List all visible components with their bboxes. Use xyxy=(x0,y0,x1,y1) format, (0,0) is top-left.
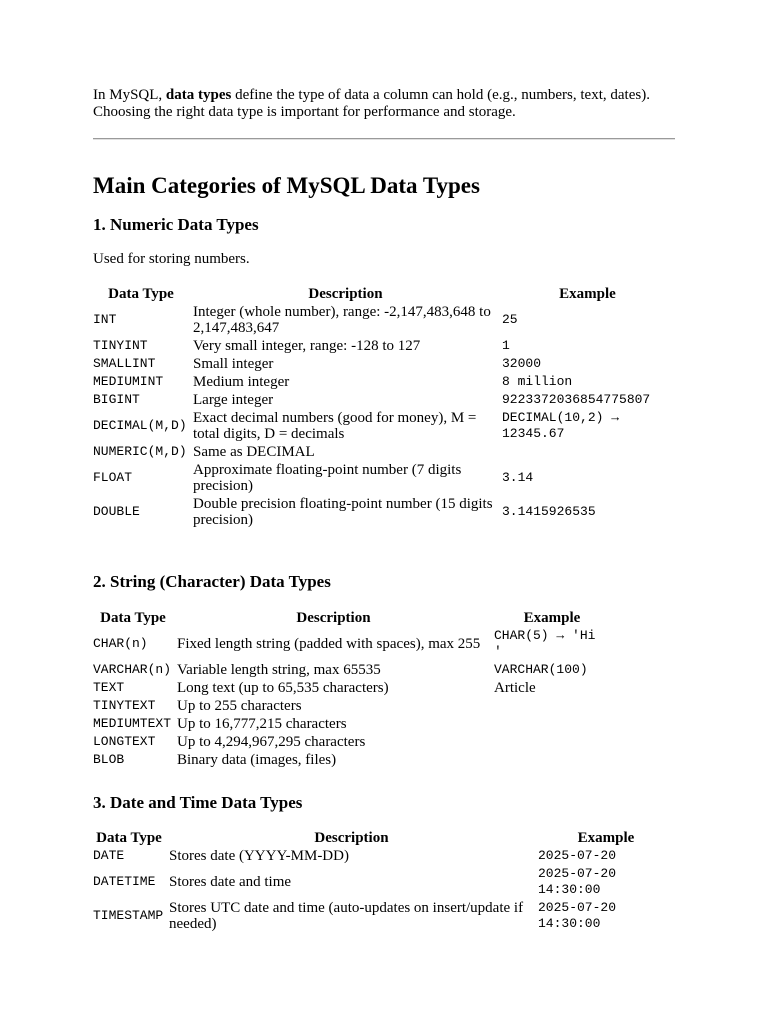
data-type-cell: LONGTEXT xyxy=(93,734,156,749)
description-cell: Up to 4,294,967,295 characters xyxy=(177,734,366,750)
table-row xyxy=(91,495,675,529)
description-cell: Binary data (images, files) xyxy=(177,752,337,768)
description-cell: Exact decimal numbers (good for money), M = total digits, D = decimals xyxy=(193,410,477,442)
description-cell: Same as DECIMAL xyxy=(193,444,315,460)
example-cell: Article xyxy=(494,680,536,696)
intro-paragraph xyxy=(93,87,693,121)
data-type-cell: VARCHAR(n) xyxy=(93,662,172,677)
datetime-types-table xyxy=(91,828,676,933)
table-header-row xyxy=(91,284,675,303)
description-cell: Stores date and time xyxy=(169,874,292,890)
data-type-cell: TEXT xyxy=(93,680,125,695)
example-cell: VARCHAR(100) xyxy=(494,662,588,677)
horizontal-rule xyxy=(93,138,675,140)
example-cell: DECIMAL(10,2) → 12345.67 xyxy=(502,410,620,441)
data-type-cell: CHAR(n) xyxy=(93,636,148,651)
description-cell: Integer (whole number), range: -2,147,483,648 to 2,147,483,647 xyxy=(193,304,491,336)
table-row xyxy=(91,337,675,355)
example-cell: 3.1415926535 xyxy=(502,504,596,519)
description-cell: Stores date (YYYY-MM-DD) xyxy=(169,848,349,864)
data-type-cell: NUMERIC(M,D) xyxy=(93,444,187,459)
data-type-cell: DATE xyxy=(93,848,125,863)
table-row xyxy=(91,847,676,865)
column-header-description: Description xyxy=(296,610,371,626)
numeric-types-table xyxy=(91,284,675,529)
table-header-row xyxy=(91,608,612,627)
example-cell: 32000 xyxy=(502,356,542,371)
data-type-cell: INT xyxy=(93,312,117,327)
string-types-table xyxy=(91,608,612,769)
numeric-note: Used for storing numbers. xyxy=(93,251,250,267)
description-cell: Small integer xyxy=(193,356,274,372)
column-header-data-type: Data Type xyxy=(108,286,174,302)
column-header-example: Example xyxy=(523,610,581,626)
data-type-cell: BIGINT xyxy=(93,392,140,407)
table-row xyxy=(91,751,612,769)
description-cell: Long text (up to 65,535 characters) xyxy=(177,680,389,696)
intro-prefix: In MySQL, xyxy=(93,87,166,103)
table-row xyxy=(91,715,612,733)
page-title: Main Categories of MySQL Data Types xyxy=(93,173,480,198)
data-type-cell: DECIMAL(M,D) xyxy=(93,418,187,433)
example-cell: CHAR(5) → 'Hi ' xyxy=(494,628,596,659)
numeric-heading: 1. Numeric Data Types xyxy=(93,215,259,234)
table-row xyxy=(91,661,612,679)
data-type-cell: DATETIME xyxy=(93,874,156,889)
example-cell xyxy=(492,733,612,751)
column-header-data-type: Data Type xyxy=(100,610,166,626)
description-cell: Fixed length string (padded with spaces), max 255 xyxy=(177,636,481,652)
column-header-description: Description xyxy=(308,286,383,302)
table-row xyxy=(91,443,675,461)
example-cell xyxy=(492,751,612,769)
data-type-cell: TIMESTAMP xyxy=(93,908,164,923)
description-cell: Stores UTC date and time (auto-updates on insert/update if needed) xyxy=(169,900,524,932)
example-cell: 2025-07-20 xyxy=(538,848,617,863)
description-cell: Large integer xyxy=(193,392,274,408)
table-row xyxy=(91,461,675,495)
column-header-example: Example xyxy=(577,830,635,846)
example-cell: 1 xyxy=(502,338,510,353)
example-cell: 25 xyxy=(502,312,518,327)
table-row xyxy=(91,697,612,715)
table-row xyxy=(91,865,676,899)
table-row xyxy=(91,355,675,373)
example-cell xyxy=(500,443,675,461)
example-cell: 9223372036854775807 xyxy=(502,392,651,407)
example-cell xyxy=(492,697,612,715)
table-row xyxy=(91,409,675,443)
string-heading: 2. String (Character) Data Types xyxy=(93,572,331,591)
data-type-cell: TINYINT xyxy=(93,338,148,353)
data-type-cell: MEDIUMINT xyxy=(93,374,164,389)
data-type-cell: TINYTEXT xyxy=(93,698,156,713)
description-cell: Very small integer, range: -128 to 127 xyxy=(193,338,421,354)
column-header-example: Example xyxy=(559,286,616,302)
description-cell: Up to 255 characters xyxy=(177,698,302,714)
table-row xyxy=(91,373,675,391)
table-row xyxy=(91,733,612,751)
data-type-cell: BLOB xyxy=(93,752,125,767)
table-header-row xyxy=(91,828,676,847)
description-cell: Approximate floating-point number (7 digits precision) xyxy=(193,462,462,494)
column-header-data-type: Data Type xyxy=(96,830,162,846)
description-cell: Variable length string, max 65535 xyxy=(177,662,381,678)
example-cell: 8 million xyxy=(502,374,573,389)
table-row xyxy=(91,627,612,661)
data-type-cell: FLOAT xyxy=(93,470,133,485)
data-type-cell: DOUBLE xyxy=(93,504,140,519)
table-row xyxy=(91,679,612,697)
intro-suffix: define the type of data a column can hold (e.g., numbers, text, dates). Choosing the right data type is important for performance and storage. xyxy=(93,87,650,120)
description-cell: Up to 16,777,215 characters xyxy=(177,716,347,732)
description-cell: Double precision floating-point number (15 digits precision) xyxy=(193,496,493,528)
table-row xyxy=(91,303,675,337)
column-header-description: Description xyxy=(314,830,389,846)
example-cell: 3.14 xyxy=(502,470,534,485)
example-cell: 2025-07-20 14:30:00 xyxy=(538,900,617,931)
table-row xyxy=(91,899,676,933)
table-row xyxy=(91,391,675,409)
example-cell xyxy=(492,715,612,733)
intro-bold-term: data types xyxy=(165,87,232,103)
data-type-cell: MEDIUMTEXT xyxy=(93,716,172,731)
example-cell: 2025-07-20 14:30:00 xyxy=(538,866,617,897)
datetime-heading: 3. Date and Time Data Types xyxy=(93,793,303,812)
description-cell: Medium integer xyxy=(193,374,290,390)
data-type-cell: SMALLINT xyxy=(93,356,156,371)
